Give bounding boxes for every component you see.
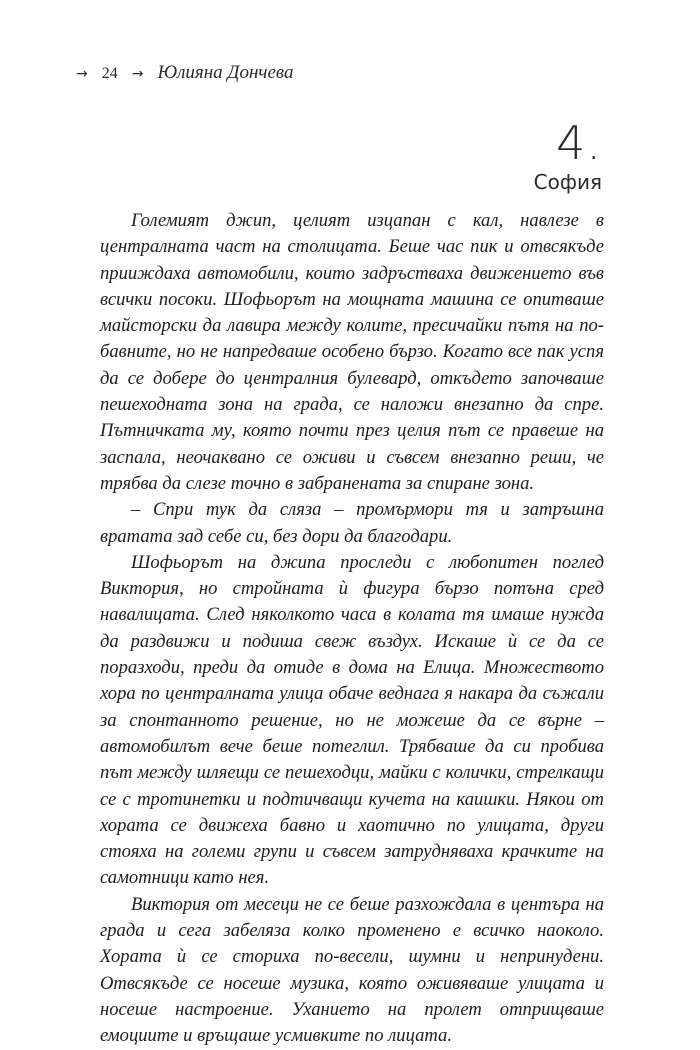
arrow-right-icon: → bbox=[131, 66, 144, 82]
chapter-body bbox=[100, 208, 604, 1050]
running-header bbox=[76, 62, 294, 84]
chapter-title: София bbox=[533, 170, 602, 194]
paragraph: Виктория от месеци не се беше разхождала в центъра на града и сега забеляза колко променено е всичко наоколо. Хората ѝ се сториха по-весели, шумни и непринудени. Отвсякъде се носеше музика, която оживяваше улицата и носеше настроение. Уханието на пролет отприщваше емоциите и връщаше усмивките по лицата. bbox=[100, 893, 604, 1047]
chapter-number: 4. bbox=[556, 116, 602, 170]
arrow-right-icon: → bbox=[76, 66, 88, 82]
page-number: 24 bbox=[101, 65, 118, 82]
paragraph: Големият джип, целият изцапан с кал, навлезе в централната част на столицата. Беше час пик и отвсякъде прииждаха автомобили, които задръстваха движението във всички посоки. Шофьорът на мощната машина се опитваше майсторски да лавира между колите, пресичайки пътя на по-бавните, но не напредваше особено бързо. Когато все пак успя да се добере до централния булевард, откъдето започваше пешеходната зона на града, се наложи внезапно да спре. Пътничката му, която почти през целия път се правеше на заспала, неочаквано се оживи и съвсем внезапно реши, че трябва да слезе точно в забранената за спиране зона. bbox=[100, 210, 604, 494]
paragraph: – Спри тук да сляза – промърмори тя и затръшна вратата зад себе си, без дори да благодари. bbox=[100, 499, 604, 547]
author-name: Юлияна Дончева bbox=[157, 62, 294, 83]
paragraph: Шофьорът на джипа проследи с любопитен поглед Виктория, но стройната ѝ фигура бързо потъна сред навалицата. След няколкото часа в колата тя имаше нужда да раздвижи и подиша свеж въздух. Искаше ѝ се да се поразходи, преди да отиде в дома на Елица. Множеството хора по централната улица обаче веднага я накара да съжали за спонтанното решение, но не можеше да се върне – автомобилът вече беше потеглил. Трябваше да си пробива път между шляещи се пешеходци, майки с колички, стрелкащи се с тротинетки и подтичващи кучета на каишки. Някои от хората се движеха бавно и хаотично по улицата, други стояха на големи групи и съвсем затрудняваха крачките на самотници като нея. bbox=[100, 551, 604, 889]
